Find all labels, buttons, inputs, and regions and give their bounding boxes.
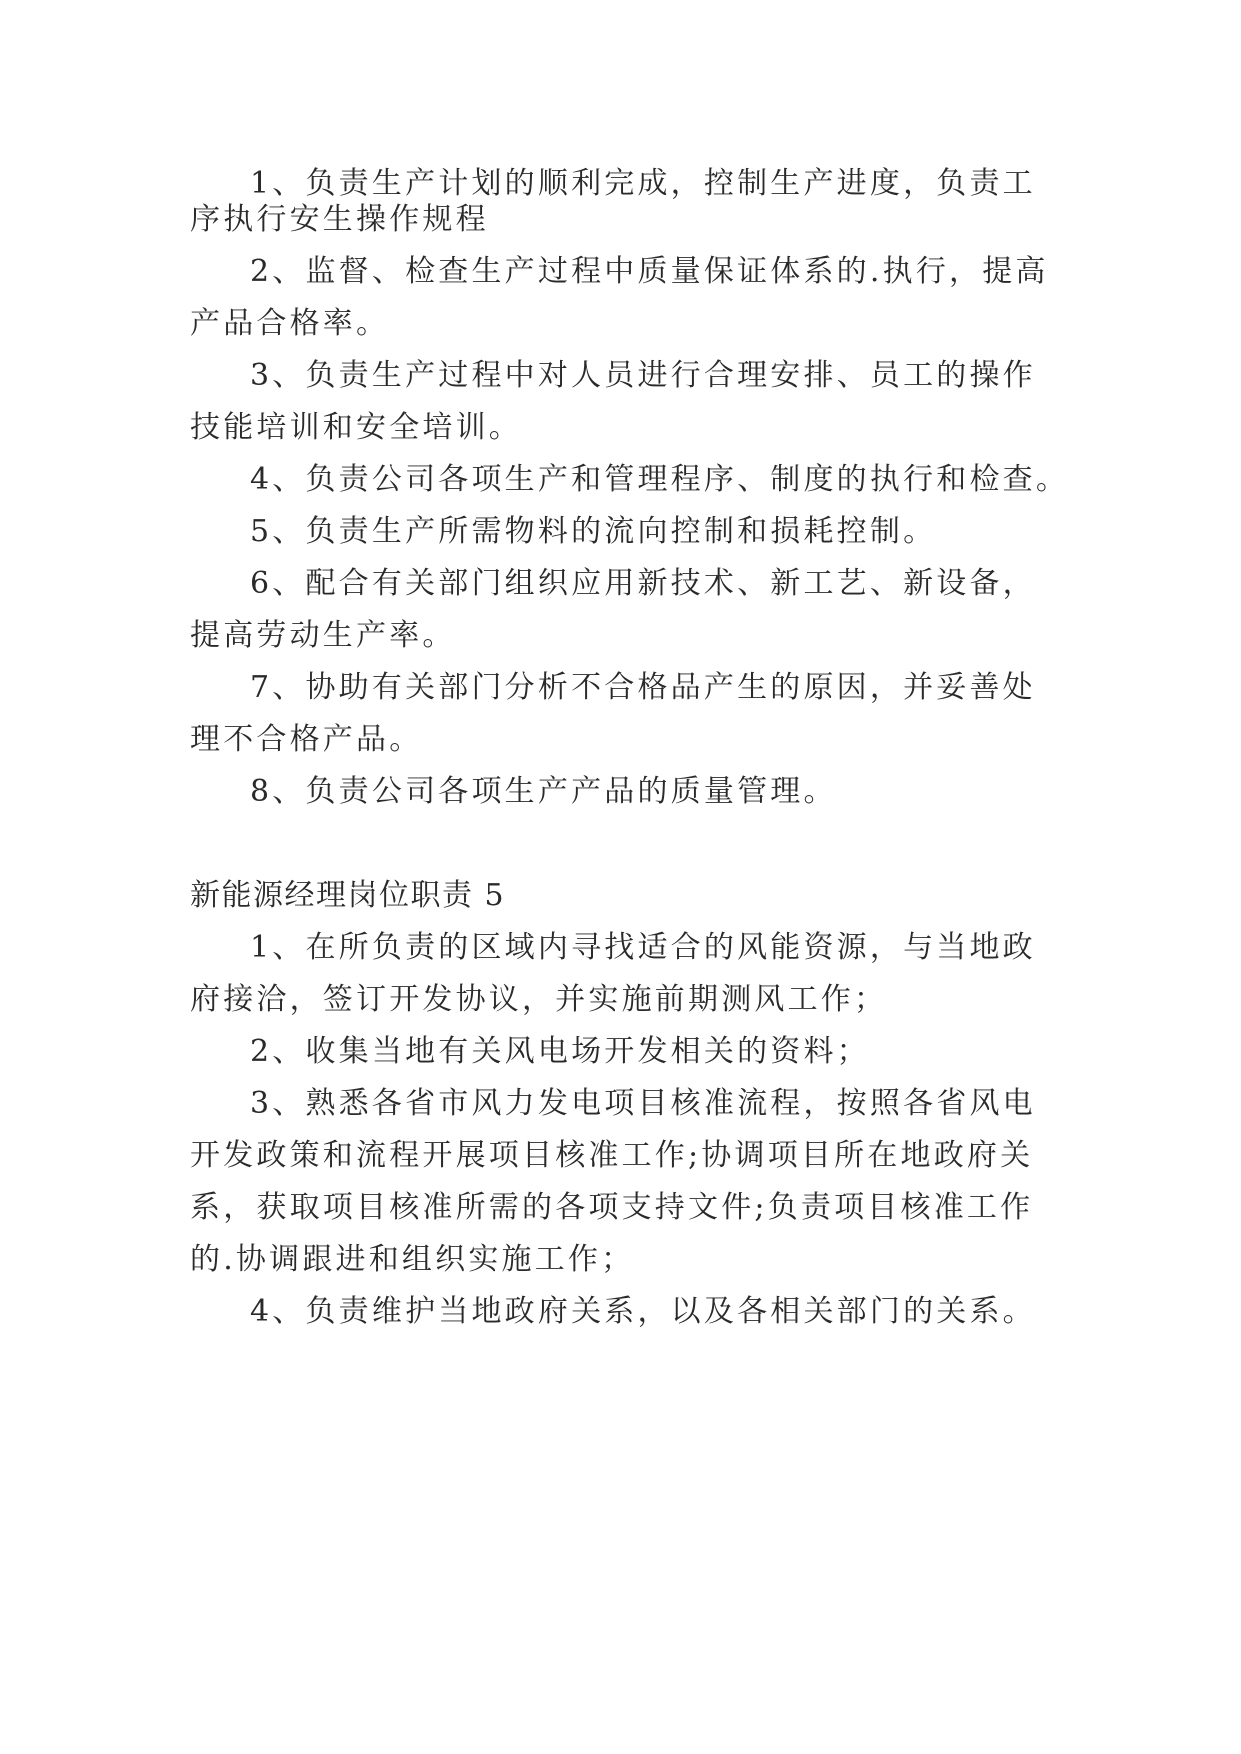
s1-item-3-line-1: 3、负责生产过程中对人员进行合理安排、员工的操作: [250, 358, 1036, 393]
s1-item-1-line-2: 序执行安生操作规程: [190, 202, 489, 237]
s2-item-3-line-4: 的.协调跟进和组织实施工作；: [190, 1242, 635, 1277]
s1-item-6-line-1: 6、配合有关部门组织应用新技术、新工艺、新设备，: [250, 566, 1036, 601]
s1-item-4-line-1: 4、负责公司各项生产和管理程序、制度的执行和检查。: [250, 462, 1070, 497]
s2-item-3-line-2: 开发政策和流程开展项目核准工作;协调项目所在地政府关: [190, 1138, 1034, 1173]
s1-item-5-line-1: 5、负责生产所需物料的流向控制和损耗控制。: [250, 514, 937, 549]
s1-item-7-line-2: 理不合格产品。: [190, 722, 423, 757]
s1-item-7-line-1: 7、协助有关部门分析不合格品产生的原因，并妥善处: [250, 670, 1036, 705]
s2-item-2-line-1: 2、收集当地有关风电场开发相关的资料；: [250, 1034, 870, 1069]
s2-item-3-line-3: 系，获取项目核准所需的各项支持文件;负责项目核准工作: [190, 1190, 1034, 1225]
s1-item-2-line-1: 2、监督、检查生产过程中质量保证体系的.执行，提高: [250, 254, 1049, 289]
s1-item-3-line-2: 技能培训和安全培训。: [190, 410, 522, 445]
s2-item-1-line-1: 1、在所负责的区域内寻找适合的风能资源，与当地政: [250, 930, 1036, 965]
s2-item-3-line-1: 3、熟悉各省市风力发电项目核准流程，按照各省风电: [250, 1086, 1036, 1121]
s2-item-4-line-1: 4、负责维护当地政府关系，以及各相关部门的关系。: [250, 1294, 1036, 1329]
s1-item-2-line-2: 产品合格率。: [190, 306, 390, 341]
s2-item-1-line-2: 府接洽，签订开发协议，并实施前期测风工作；: [190, 982, 888, 1017]
s1-item-8-line-1: 8、负责公司各项生产产品的质量管理。: [250, 774, 837, 809]
s1-item-1-line-1: 1、负责生产计划的顺利完成，控制生产进度，负责工: [250, 166, 1036, 201]
s1-item-6-line-2: 提高劳动生产率。: [190, 618, 456, 653]
section-2-title: 新能源经理岗位职责 5: [190, 878, 506, 913]
